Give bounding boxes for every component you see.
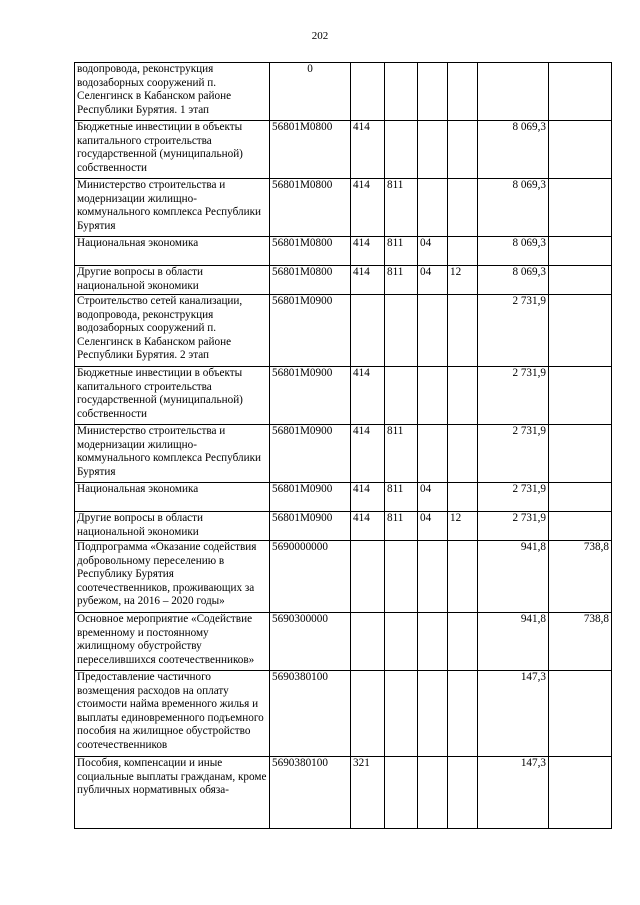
- row-amount-cell: 2 731,9: [478, 512, 549, 541]
- row-amount2-cell: [549, 266, 612, 295]
- row-amount2-cell: [549, 671, 612, 757]
- row-grbs-cell: 414: [351, 179, 385, 237]
- table-row: [75, 671, 612, 757]
- row-expense-type-cell: [448, 425, 478, 483]
- row-code-cell: 56801M0900: [270, 512, 351, 541]
- row-amount2-cell: [549, 512, 612, 541]
- row-subsection-cell: 04: [418, 266, 448, 295]
- row-expense-type-cell: [448, 483, 478, 512]
- row-subsection-cell: [418, 63, 448, 121]
- table-row: [75, 121, 612, 179]
- row-subsection-cell: [418, 541, 448, 613]
- row-amount2-cell: [549, 757, 612, 829]
- row-section-cell: [385, 613, 418, 671]
- row-code-cell: 56801M0900: [270, 483, 351, 512]
- row-code-cell: 56801M0800: [270, 121, 351, 179]
- row-amount2-cell: [549, 121, 612, 179]
- row-amount-cell: 8 069,3: [478, 237, 549, 266]
- row-name-cell: Бюджетные инвестиции в объекты капитального строительства государственной (муниципальной) собственности: [75, 367, 270, 425]
- row-subsection-cell: [418, 757, 448, 829]
- row-subsection-cell: [418, 425, 448, 483]
- row-subsection-cell: 04: [418, 512, 448, 541]
- row-grbs-cell: 414: [351, 266, 385, 295]
- row-grbs-cell: [351, 671, 385, 757]
- row-code-cell: 56801M0800: [270, 237, 351, 266]
- row-amount2-cell: [549, 179, 612, 237]
- code-continuation: 0: [307, 63, 313, 75]
- table-row: [75, 295, 612, 367]
- table-row: [75, 757, 612, 829]
- row-code-cell: 5690000000: [270, 541, 351, 613]
- row-name-cell: Основное мероприятие «Содействие временному и постоянному жилищному обустройству переселившихся соотечественников»: [75, 613, 270, 671]
- row-grbs-cell: [351, 295, 385, 367]
- page-number: 202: [311, 30, 329, 42]
- row-section-cell: 811: [385, 512, 418, 541]
- row-amount2-cell: [549, 367, 612, 425]
- row-amount2-cell: [549, 237, 612, 266]
- row-section-cell: 811: [385, 266, 418, 295]
- row-amount-cell: [478, 63, 549, 121]
- row-subsection-cell: [418, 671, 448, 757]
- row-expense-type-cell: [448, 541, 478, 613]
- row-section-cell: [385, 121, 418, 179]
- row-grbs-cell: 414: [351, 512, 385, 541]
- table-row: [75, 237, 612, 266]
- row-expense-type-cell: [448, 121, 478, 179]
- row-section-cell: [385, 63, 418, 121]
- row-amount2-cell: [549, 295, 612, 367]
- row-code-cell: 56801M0900: [270, 367, 351, 425]
- row-section-cell: 811: [385, 425, 418, 483]
- row-subsection-cell: [418, 179, 448, 237]
- row-subsection-cell: [418, 295, 448, 367]
- row-code-cell: 5690380100: [270, 757, 351, 829]
- row-expense-type-cell: 12: [448, 512, 478, 541]
- row-subsection-cell: 04: [418, 483, 448, 512]
- budget-table: [74, 62, 612, 829]
- table-row: [75, 541, 612, 613]
- row-amount-cell: 2 731,9: [478, 425, 549, 483]
- row-code-cell: 5690380100: [270, 671, 351, 757]
- row-grbs-cell: 414: [351, 237, 385, 266]
- row-section-cell: [385, 671, 418, 757]
- row-subsection-cell: 04: [418, 237, 448, 266]
- row-expense-type-cell: [448, 367, 478, 425]
- row-section-cell: 811: [385, 237, 418, 266]
- row-name-cell: Национальная экономика: [75, 237, 270, 266]
- row-section-cell: [385, 541, 418, 613]
- row-amount-cell: 8 069,3: [478, 179, 549, 237]
- row-code-cell: 56801M0900: [270, 295, 351, 367]
- row-grbs-cell: [351, 63, 385, 121]
- row-amount-cell: 941,8: [478, 613, 549, 671]
- row-subsection-cell: [418, 367, 448, 425]
- row-grbs-cell: 414: [351, 121, 385, 179]
- row-grbs-cell: [351, 613, 385, 671]
- row-expense-type-cell: [448, 295, 478, 367]
- row-code-cell: 56801M0800: [270, 179, 351, 237]
- row-expense-type-cell: [448, 613, 478, 671]
- table-row: [75, 367, 612, 425]
- row-name-cell: Министерство строительства и модернизации жилищно-коммунального комплекса Республики Бурятия: [75, 179, 270, 237]
- row-grbs-cell: 414: [351, 367, 385, 425]
- row-code-cell: 56801M0900: [270, 425, 351, 483]
- row-name-cell: Подпрограмма «Оказание содействия добровольному переселению в Республику Бурятия соотечественников, проживающих за рубежом, на 2016 – 2020 годы»: [75, 541, 270, 613]
- row-section-cell: [385, 757, 418, 829]
- row-name-cell: Пособия, компенсации и иные социальные выплаты гражданам, кроме публичных нормативных обяза-: [75, 757, 270, 829]
- budget-table-body: [75, 63, 612, 829]
- table-row: [75, 613, 612, 671]
- row-amount2-cell: [549, 425, 612, 483]
- row-name-cell: Предоставление частичного возмещения расходов на оплату стоимости найма временного жилья и выплаты единовременного подъемного пособия на жилищное обустройство соотечественников: [75, 671, 270, 757]
- table-row: [75, 483, 612, 512]
- table-row: [75, 266, 612, 295]
- row-expense-type-cell: [448, 757, 478, 829]
- row-expense-type-cell: [448, 671, 478, 757]
- row-section-cell: [385, 367, 418, 425]
- row-amount2-cell: 738,8: [549, 541, 612, 613]
- row-amount-cell: 2 731,9: [478, 367, 549, 425]
- row-amount-cell: 8 069,3: [478, 121, 549, 179]
- table-row: [75, 179, 612, 237]
- row-name-cell: Другие вопросы в области национальной экономики: [75, 512, 270, 541]
- row-code-cell: 5690300000: [270, 613, 351, 671]
- row-section-cell: [385, 295, 418, 367]
- row-name-cell: Министерство строительства и модернизации жилищно-коммунального комплекса Республики Бурятия: [75, 425, 270, 483]
- row-expense-type-cell: [448, 237, 478, 266]
- row-name-cell: Бюджетные инвестиции в объекты капитального строительства государственной (муниципальной) собственности: [75, 121, 270, 179]
- row-expense-type-cell: 12: [448, 266, 478, 295]
- row-amount-cell: 8 069,3: [478, 266, 549, 295]
- row-grbs-cell: 321: [351, 757, 385, 829]
- row-name-cell: Другие вопросы в области национальной экономики: [75, 266, 270, 295]
- row-grbs-cell: 414: [351, 483, 385, 512]
- row-amount-cell: 2 731,9: [478, 483, 549, 512]
- row-amount-cell: 2 731,9: [478, 295, 549, 367]
- row-name-cell: Строительство сетей канализации, водопровода, реконструкция водозаборных сооружений п. Селенгинск в Кабанском районе Республики Бурятия. 2 этап: [75, 295, 270, 367]
- row-section-cell: 811: [385, 483, 418, 512]
- row-amount2-cell: [549, 483, 612, 512]
- row-code-cell: 56801M0800: [270, 266, 351, 295]
- row-name-cell: водопровода, реконструкция водозаборных сооружений п. Селенгинск в Кабанском районе Республики Бурятия. 1 этап: [75, 63, 270, 121]
- table-row: [75, 512, 612, 541]
- table-row: [75, 425, 612, 483]
- row-expense-type-cell: [448, 63, 478, 121]
- row-name-cell: Национальная экономика: [75, 483, 270, 512]
- row-expense-type-cell: [448, 179, 478, 237]
- row-grbs-cell: [351, 541, 385, 613]
- row-amount2-cell: [549, 63, 612, 121]
- row-subsection-cell: [418, 121, 448, 179]
- row-amount-cell: 941,8: [478, 541, 549, 613]
- row-amount-cell: 147,3: [478, 671, 549, 757]
- row-subsection-cell: [418, 613, 448, 671]
- table-row: [75, 63, 612, 121]
- row-section-cell: 811: [385, 179, 418, 237]
- row-amount2-cell: 738,8: [549, 613, 612, 671]
- row-code-cell: [270, 63, 351, 121]
- row-grbs-cell: 414: [351, 425, 385, 483]
- row-amount-cell: 147,3: [478, 757, 549, 829]
